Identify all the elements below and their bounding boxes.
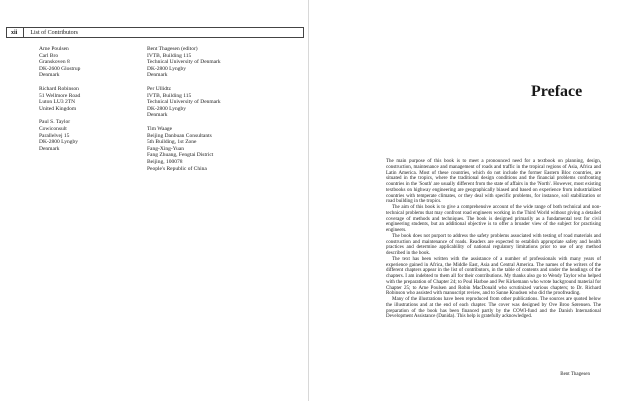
address-line: Fang-Xing-Yuan [147, 145, 184, 152]
address-line: Paul S. Taylor [39, 119, 71, 126]
address-line: IVTB, Building 115 [147, 92, 192, 99]
address-line: Denmark [39, 145, 60, 152]
address-line: People's Republic of China [147, 165, 207, 172]
preface-body [386, 159, 601, 320]
address-line: Per Ullidtz [147, 85, 171, 92]
running-head [6, 27, 304, 38]
address-line: Arne Poulsen [39, 46, 69, 52]
contributor-address [39, 86, 144, 112]
address-line: Carl Bro [39, 52, 59, 59]
paragraph: Many of the illustrations have been reproduced from other publications. The sources are quoted below the illustrations and at the end of each chapter. The cover was designed by Ove Broo Sørensen. The preparation of the book has been financed partly by the COWI-fund and the Danish International Development Assistance (Danida). This help is gratefully acknowledged. [386, 297, 601, 320]
paragraph: The book does not purport to address the safety problems associated with testing of road materials and construction and maintenance of roads. Readers are expected to establish appropriate safety and health practices and determine applicability of national regulatory limitations prior to use of any method described in the book. [386, 233, 601, 256]
address-line: Denmark [147, 72, 168, 79]
address-line: Denmark [147, 112, 168, 119]
address-line: DK-2600 Glostrup [39, 65, 81, 72]
contributors-column-left [39, 46, 144, 159]
address-line: Granskoven 8 [39, 59, 70, 66]
address-line: Denmark [39, 72, 60, 79]
address-line: Beijing Danbuan Consultants [147, 132, 212, 139]
page-number: xii [7, 28, 24, 37]
address-line: 51 Wellmore Road [39, 92, 81, 99]
address-line: DK-2800 Lyngby [147, 105, 186, 112]
address-line: DK-2800 Lyngby [39, 139, 78, 146]
address-line: 5th Building, 1st Zone [147, 139, 197, 146]
address-line: DK-2800 Lyngby [147, 65, 186, 72]
contributor-address [39, 119, 144, 152]
running-title: List of Contributors [30, 29, 79, 36]
signature: Bent Thagesen [560, 372, 590, 377]
contributor-address [147, 46, 267, 79]
right-page [309, 0, 618, 401]
address-line: Fang Zhuang, Fengtai District [147, 152, 214, 159]
address-line: Luton LU3 2TN [39, 99, 76, 106]
contributor-address [147, 126, 267, 172]
paragraph: The main purpose of this book is to meet a pronounced need for a textbook on planning, design, construction, maintenance and management of roads and traffic in the tropical regions of Asia, Africa and Latin America. Most of these countries, which do not include the former Eastern Bloc countries, are situated in the tropics, where the traditional design conditions and the financial problems confronting countries in the 'South' are usually different from the state of affairs in the 'North'. However, most existing textbooks on highway engineering are geographically biased and based on experience from industrialized countries with temperate climates, or they deal with specific problems, for instance, soil stabilization or road building in the tropics. [386, 159, 601, 205]
paragraph: The text has been written with the assistance of a number of professionals with many years of experience gained in Africa, the Middle East, Asia and Central America. The names of the writers of the different chapters appear in the list of contributors, in the table of contents and under the headings of the chapters. I am indebted to them all for their contributions. My thanks also go to Wendy Taylor who helped with the preparation of Chapter 24; to Poul Harboe and Per Kirkemann who wrote background material for Chapter 25; to Arne Poulsen and Robin MacDonald who scrutinized various chapters; to Dr. Richard Robinson who assisted with manuscript review, and to Sanne Knudsen who did the proofreading. [386, 256, 601, 297]
contributor-address [39, 46, 144, 79]
address-line: Cowiconsult [39, 125, 67, 132]
page-title: Preface [531, 83, 583, 100]
address-line: Technical University of Denmark [147, 99, 221, 106]
address-line: Parallelvej 15 [39, 132, 70, 139]
address-line: Beijing, 100078 [147, 158, 183, 165]
contributors-column-right [147, 46, 267, 179]
address-line: Technical University of Denmark [147, 59, 221, 66]
paragraph: The aim of this book is to give a comprehensive account of the wide range of both technical and non-technical problems that may confront road engineers working in the Third World without giving a detailed coverage of methods and techniques. The book is designed primarily as a fundamental text for civil engineering students, but an additional objective is to offer a broader view of the subject for practising engineers. [386, 205, 601, 233]
address-line: IVTB, Building 115 [147, 52, 192, 59]
contributor-address [147, 86, 267, 119]
address-line: Bent Thagesen (editor) [147, 46, 198, 52]
address-line: Richard Robinson [39, 85, 79, 92]
address-line: United Kingdom [39, 105, 77, 112]
address-line: Tim Waage [147, 125, 173, 132]
